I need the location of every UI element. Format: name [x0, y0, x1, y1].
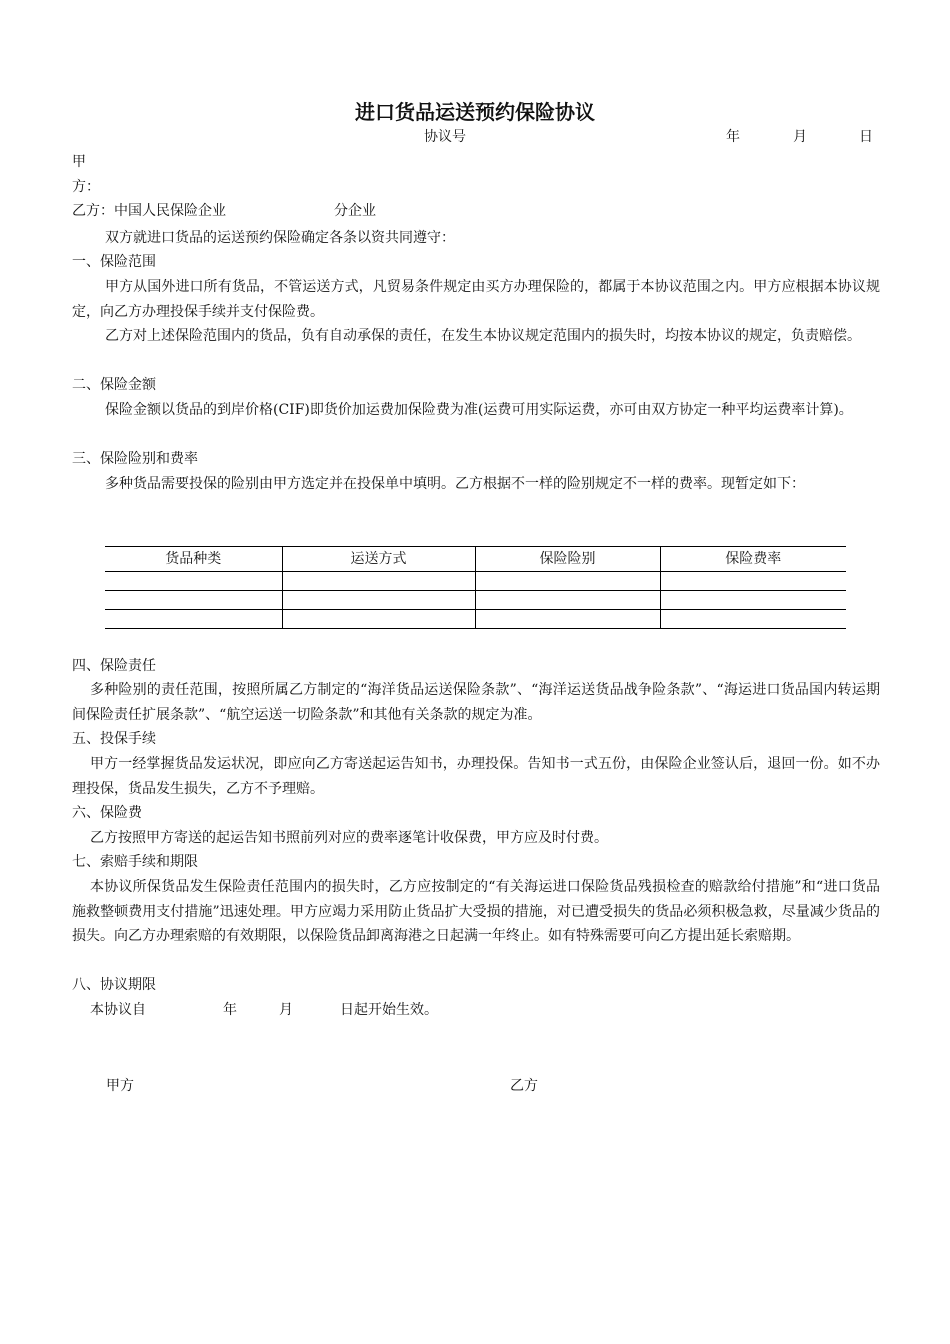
insurance-rate-table — [105, 546, 846, 629]
table-row — [105, 610, 846, 629]
document-title: 进口货品运送预约保险协议 — [355, 100, 595, 124]
section-2-paragraph-1: 保险金额以货品的到岸价格(CIF)即货价加运费加保险费为准(运费可用实际运费，亦可由双方协定一种平均运费率计算)。 — [105, 402, 853, 418]
section-7-paragraph-1: 本协议所保货品发生保险责任范围内的损失时，乙方应按制定的“有关海运进口保险货品残损检查的赔款给付措施”和“进口货品施救整顿费用支付措施”迅速处理。甲方应竭力采用防止货品扩大受损的措施，对已遭受损失的货品必须积极急救，尽量减少货品的损失。向乙方办理索赔的有效期限，以保险货品卸离海港之日起满一年终止。如有特殊需要可向乙方提出延长索赔期。 — [72, 879, 880, 944]
party-a-label-line2: 方： — [72, 179, 100, 195]
section-8-heading: 八、协议期限 — [72, 977, 156, 993]
intro-paragraph: 双方就进口货品的运送预约保险确定各条以资共同遵守： — [105, 230, 455, 246]
section-8-end-text: 日起开始生效。 — [340, 1002, 438, 1018]
table-cell — [105, 610, 282, 629]
section-1-heading: 一、保险范围 — [72, 254, 156, 270]
header-month: 月 — [793, 129, 807, 145]
section-6-heading: 六、保险费 — [72, 805, 142, 821]
section-2-heading: 二、保险金额 — [72, 377, 156, 393]
table-row — [105, 591, 846, 610]
header-year: 年 — [726, 129, 740, 145]
table-row — [105, 572, 846, 591]
section-1-paragraph-2: 乙方对上述保险范围内的货品，负有自动承保的责任，在发生本协议规定范围内的损失时，均按本协议的规定，负责赔偿。 — [105, 328, 861, 344]
table-cell — [282, 610, 475, 629]
section-4-paragraph-1: 多种险别的责任范围，按照所属乙方制定的“海洋货品运送保险条款”、“海洋运送货品战争险条款”、“海运进口货品国内转运期间保险责任扩展条款”、“航空运送一切险条款”和其他有关条款的规定为准。 — [72, 682, 880, 723]
section-8-start-text: 本协议自 — [90, 1002, 146, 1018]
col-header-transport-mode: 运送方式 — [282, 547, 475, 572]
table-cell — [475, 610, 660, 629]
table-cell — [660, 610, 846, 629]
section-8-month: 月 — [279, 1002, 293, 1018]
section-4-heading: 四、保险责任 — [72, 658, 156, 674]
section-5-paragraph-1: 甲方一经掌握货品发运状况，即应向乙方寄送起运告知书，办理投保。告知书一式五份，由保险企业签认后，退回一份。如不办理投保，货品发生损失，乙方不予理赔。 — [72, 756, 880, 797]
section-6-paragraph-1: 乙方按照甲方寄送的起运告知书照前列对应的费率逐笔计收保费，甲方应及时付费。 — [90, 830, 608, 846]
col-header-insurance-rate: 保险费率 — [660, 547, 846, 572]
signature-party-a: 甲方 — [106, 1078, 134, 1094]
table-cell — [475, 591, 660, 610]
table-cell — [475, 572, 660, 591]
table-cell — [282, 591, 475, 610]
table-header-row — [105, 547, 846, 572]
party-b-branch: 分企业 — [334, 203, 376, 219]
table-cell — [660, 572, 846, 591]
party-b-label: 乙方：中国人民保险企业 — [72, 203, 226, 219]
table-cell — [105, 572, 282, 591]
section-1-paragraph-1: 甲方从国外进口所有货品，不管运送方式，凡贸易条件规定由买方办理保险的，都属于本协议范围之内。甲方应根据本协议规定，向乙方办理投保手续并支付保险费。 — [72, 279, 880, 320]
agreement-number-label: 协议号 — [424, 129, 466, 145]
table-cell — [660, 591, 846, 610]
col-header-insurance-type: 保险险别 — [475, 547, 660, 572]
signature-party-b: 乙方 — [510, 1078, 538, 1094]
table-cell — [105, 591, 282, 610]
section-3-paragraph-1: 多种货品需要投保的险别由甲方选定并在投保单中填明。乙方根据不一样的险别规定不一样的费率。现暂定如下： — [105, 476, 805, 492]
col-header-goods-type: 货品种类 — [105, 547, 282, 572]
header-day: 日 — [859, 129, 873, 145]
party-a-label-line1: 甲 — [72, 154, 86, 170]
table-cell — [282, 572, 475, 591]
section-5-heading: 五、投保手续 — [72, 731, 156, 747]
section-8-year: 年 — [223, 1002, 237, 1018]
section-7-heading: 七、索赔手续和期限 — [72, 854, 198, 870]
section-3-heading: 三、保险险别和费率 — [72, 451, 198, 467]
